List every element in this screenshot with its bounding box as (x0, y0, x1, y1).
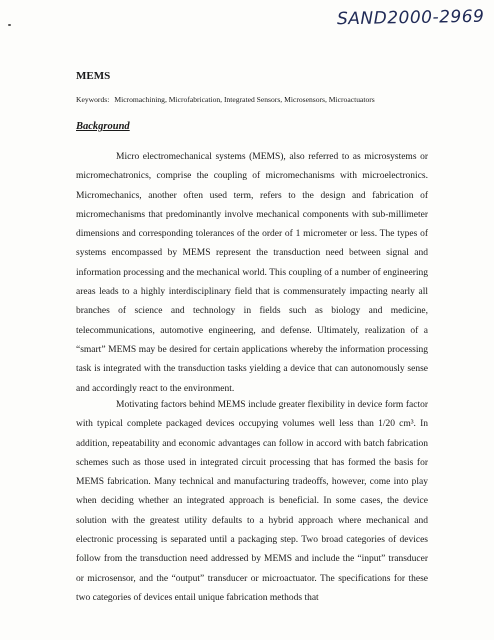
keywords-line (76, 95, 375, 104)
document-title: MEMS (76, 70, 111, 82)
section-heading-background: Background (76, 121, 130, 132)
handwritten-report-number: SAND2000-2969 (336, 6, 485, 30)
keywords-label: Keywords: (76, 95, 110, 104)
body-paragraph: Motivating factors behind MEMS include greater flexibility in device form factor with typical complete packaged devices occupying volumes well less than 1/20 cm³. In addition, repeatability and economic advantages can follow in accord with batch fabrication schemes such as those used in integrated circuit processing that has formed the basis for MEMS fabrication. Many technical and manufacturing tradeoffs, however, come into play when deciding whether an integrated approach is beneficial. In some cases, the device solution with the greatest utility defaults to a hybrid approach where mechanical and electronic processing is separated until a packaging step. Two broad categories of devices follow from the transduction need addressed by MEMS and include the “input” transducer or microsensor, and the “output” transducer or microactuator. The specifications for these two categories of devices entail unique fabrication methods that (76, 400, 428, 603)
scan-artifact-mark (8, 24, 11, 26)
keywords-list: Micromachining, Microfabrication, Integrated Sensors, Microsensors, Microactuators (114, 95, 375, 104)
body-paragraph: Micro electromechanical systems (MEMS), also referred to as microsystems or micromechatronics, comprise the coupling of micromechanisms with microelectronics. Micromechanics, another often used term, refers to the design and fabrication of micromechanisms that predominantly involve mechanical components with sub-millimeter dimensions and corresponding tolerances of the order of 1 micrometer or less. The types of systems encompassed by MEMS represent the transduction need between signal and information processing and the mechanical world. This coupling of a number of engineering areas leads to a highly interdisciplinary field that is commensurately impacting nearly all branches of science and technology in fields such as biology and medicine, telecommunications, automotive engineering, and defense. Ultimately, realization of a “smart” MEMS may be desired for certain applications whereby the information processing task is integrated with the transduction tasks yielding a device that can autonomously sense and accordingly react to the environment. (76, 152, 428, 394)
